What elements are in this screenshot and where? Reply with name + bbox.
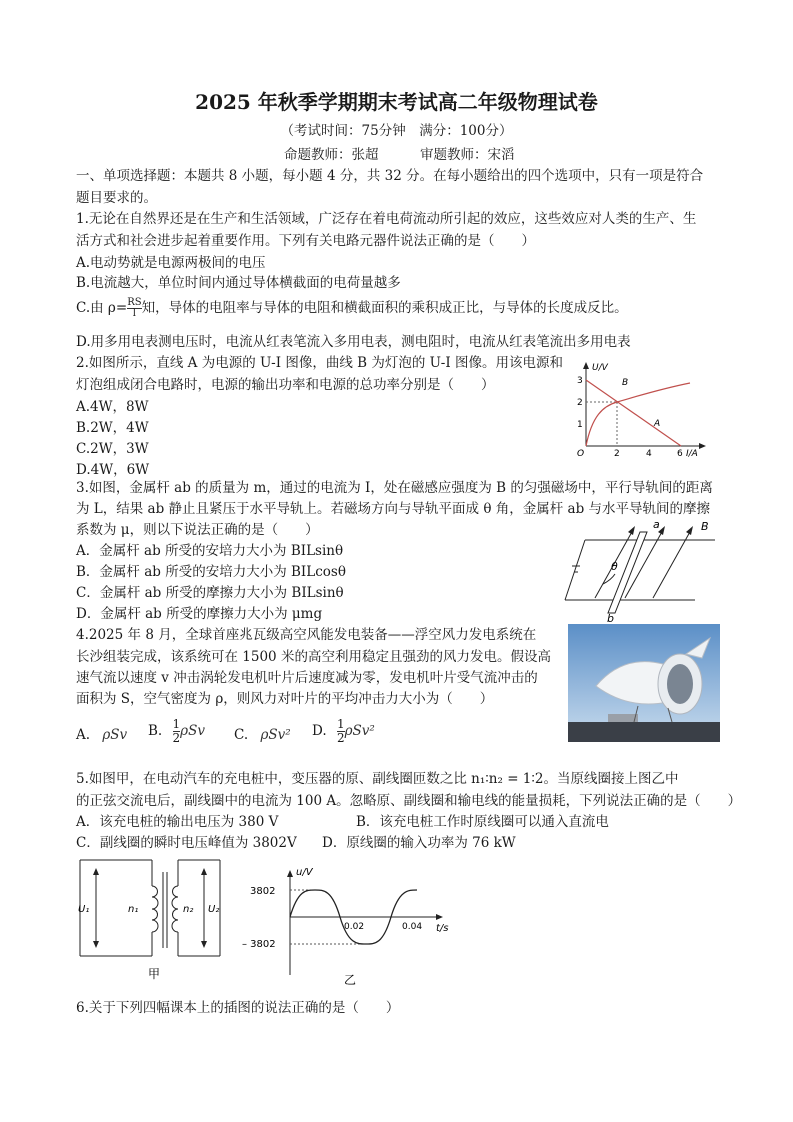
section-heading-line2: 题目要求的。 bbox=[76, 190, 157, 206]
q5-graph-t1: 0.02 bbox=[344, 922, 365, 932]
q2-label-a: A bbox=[654, 419, 661, 429]
q4-option-b-expr: ρSv bbox=[180, 723, 205, 739]
q1-stem-line1: 1.无论在自然界还是在生产和生活领域，广泛存在着电荷流动所引起的效应，这些效应对人类的生产、生 bbox=[76, 211, 697, 227]
q5-caption-jia: 甲 bbox=[148, 967, 161, 981]
q5-voltage-graph bbox=[240, 865, 460, 990]
q4-stem-line2: 长沙组装完成，该系统可在 1500 米的高空利用稳定且强劲的风力发电。假设高 bbox=[76, 649, 551, 665]
q5-graph-xlabel: t/s bbox=[436, 923, 449, 934]
q5-graph-t2: 0.04 bbox=[402, 922, 423, 932]
q4-option-d bbox=[312, 718, 375, 745]
q1-fraction-den: l bbox=[132, 308, 136, 319]
q4-option-c-expr: ρSv² bbox=[260, 727, 291, 743]
q2-xtick-4: 4 bbox=[646, 449, 652, 458]
q4-option-c-label: C. bbox=[234, 727, 249, 743]
q2-ytick-3: 3 bbox=[577, 376, 583, 386]
q1-option-a: A.电动势就是电源两极间的电压 bbox=[76, 255, 266, 271]
q5-u2-arrow-up bbox=[201, 868, 207, 875]
section-heading-line1: 一、单项选择题：本题共 8 小题，每小题 4 分，共 32 分。在每小题给出的四个选项中，只有一项是符合 bbox=[76, 168, 704, 184]
q2-curve-b bbox=[586, 383, 690, 446]
q5-graph-ymin: – 3802 bbox=[242, 939, 276, 950]
q4-option-b bbox=[148, 718, 205, 745]
q5-stem-line1: 5.如图甲，在电动汽车的充电桩中，变压器的原、副线圈匝数之比 n₁∶n₂ = 1∶2。当原线圈接上图乙中 bbox=[76, 771, 679, 787]
q5-graph-x-arrow bbox=[436, 914, 443, 920]
q3-option-a: A．金属杆 ab 所受的安培力大小为 BILsinθ bbox=[76, 543, 344, 559]
q4-photo-building bbox=[608, 714, 638, 722]
q4-option-d-frac bbox=[337, 718, 345, 745]
q4-photo-ground bbox=[568, 722, 720, 742]
q2-origin: O bbox=[577, 449, 585, 458]
q3-option-d: D．金属杆 ab 所受的摩擦力大小为 μmg bbox=[76, 606, 323, 622]
q4-option-b-num: 1 bbox=[172, 717, 181, 731]
q2-ytick-1: 1 bbox=[577, 420, 583, 430]
exam-info: （考试时间：75分钟 满分：100分） bbox=[280, 123, 513, 139]
q2-option-b: B.2W，4W bbox=[76, 420, 149, 436]
q5-primary-coil bbox=[152, 886, 158, 932]
q4-option-d-expr: ρSv² bbox=[344, 723, 375, 739]
q5-graph-y-arrow bbox=[287, 870, 293, 877]
q4-photo-ring-inner bbox=[667, 664, 693, 704]
reviewer-teacher: 审题教师：宋滔 bbox=[420, 147, 515, 163]
q3-label-theta: θ bbox=[611, 560, 618, 573]
q2-ui-graph bbox=[570, 358, 710, 458]
q5-option-a: A．该充电桩的输出电压为 380 V bbox=[76, 814, 279, 830]
q4-stem-line4: 面积为 S，空气密度为 ρ，则风力对叶片的平均冲击力大小为（ ） bbox=[76, 691, 494, 707]
q5-transformer-figure bbox=[70, 852, 240, 987]
q5-label-n1: n₁ bbox=[128, 904, 139, 915]
q3-stem-line2: 为 L，结果 ab 静止且紧压于水平导轨上。若磁场方向与导轨平面成 θ 角，金属杆 ab 与水平导轨间的摩擦 bbox=[76, 501, 711, 517]
q4-option-d-den: 2 bbox=[336, 731, 345, 745]
q2-ylabel: U/V bbox=[592, 363, 608, 373]
q2-option-a: A.4W，8W bbox=[76, 399, 149, 415]
q1-option-b: B.电流越大，单位时间内通过导体横截面的电荷量越多 bbox=[76, 275, 401, 291]
q1-option-c-prefix: C.由 ρ= bbox=[76, 300, 128, 316]
q3-rail-figure bbox=[555, 518, 725, 623]
q2-x-arrow bbox=[699, 443, 706, 449]
q4-stem-line3: 速气流以速度 v 冲击涡轮发电机叶片后速度减为零，发电机叶片受气流冲击的 bbox=[76, 670, 538, 686]
q5-secondary-coil bbox=[172, 886, 178, 932]
q3-option-c: C．金属杆 ab 所受的摩擦力大小为 BILsinθ bbox=[76, 585, 344, 601]
q1-fraction-num: RS bbox=[127, 297, 142, 308]
q2-xtick-6: 6 bbox=[677, 449, 683, 458]
q5-stem-line2: 的正弦交流电后，副线圈中的电流为 100 A。忽略原、副线圈和输电线的能量损耗，下列说法正确的是（ ） bbox=[76, 793, 742, 809]
q5-label-u2: U₂ bbox=[208, 904, 220, 915]
q3-label-a: a bbox=[653, 518, 660, 531]
q3-stem-line3: 系数为 μ，则以下说法正确的是（ ） bbox=[76, 522, 319, 538]
q3-option-b: B．金属杆 ab 所受的安培力大小为 BILcosθ bbox=[76, 564, 346, 580]
q4-option-a-expr: ρSv bbox=[102, 727, 128, 743]
q4-option-b-label: B. bbox=[148, 723, 163, 739]
q4-option-d-num: 1 bbox=[336, 717, 345, 731]
q3-label-B: B bbox=[701, 520, 709, 533]
q4-stem-line1: 4.2025 年 8 月，全球首座兆瓦级高空风能发电装备——浮空风力发电系统在 bbox=[76, 627, 537, 643]
q5-u1-arrow-down bbox=[93, 941, 99, 948]
q1-stem-line2: 活方式和社会进步起着重要作用。下列有关电路元器件说法正确的是（ ） bbox=[76, 233, 535, 249]
q4-option-d-label: D. bbox=[312, 723, 327, 739]
q2-option-d: D.4W，6W bbox=[76, 462, 150, 478]
q2-label-b: B bbox=[622, 378, 629, 388]
q3-field-arrow-1 bbox=[628, 526, 635, 535]
q2-stem-line1: 2.如图所示，直线 A 为电源的 U-I 图像，曲线 B 为灯泡的 U-I 图像。用该电源和 bbox=[76, 355, 563, 371]
page-title: 2025 年秋季学期期末考试高二年级物理试卷 bbox=[195, 90, 598, 114]
q1-fraction bbox=[127, 298, 141, 319]
q5-option-b: B．该充电桩工作时原线圈可以通入直流电 bbox=[356, 814, 609, 830]
q5-u2-arrow-down bbox=[201, 941, 207, 948]
q4-option-b-frac bbox=[173, 718, 181, 745]
q5-caption-yi: 乙 bbox=[344, 973, 357, 987]
q2-ytick-2: 2 bbox=[577, 398, 583, 408]
q3-stem-line1: 3.如图，金属杆 ab 的质量为 m，通过的电流为 I，处在磁感应强度为 B 的匀强磁场中，平行导轨间的距离 bbox=[76, 480, 713, 496]
q4-wind-turbine-photo bbox=[568, 624, 720, 742]
q2-xtick-2: 2 bbox=[614, 449, 620, 458]
q5-graph-ymax: 3802 bbox=[250, 886, 276, 897]
q2-option-c: C.2W，3W bbox=[76, 441, 149, 457]
q5-label-n2: n₂ bbox=[183, 904, 194, 915]
q1-option-c-suffix: 知，导体的电阻率与导体的电阻和横截面积的乘积成正比，与导体的长度成反比。 bbox=[141, 300, 628, 316]
q2-y-arrow bbox=[583, 362, 589, 369]
q3-theta-arc bbox=[603, 574, 615, 584]
q3-rail-connector bbox=[565, 540, 585, 600]
q5-u1-arrow-up bbox=[93, 868, 99, 875]
q1-option-d: D.用多用电表测电压时，电流从红表笔流入多用电表，测电阻时，电流从红表笔流出多用电表 bbox=[76, 334, 631, 350]
q3-field-arrow-3 bbox=[686, 526, 693, 535]
author-teacher: 命题教师：张超 bbox=[284, 147, 379, 163]
q5-label-u1: U₁ bbox=[78, 904, 90, 915]
q4-option-c bbox=[234, 727, 291, 743]
q4-option-a-label: A. bbox=[76, 727, 91, 743]
q5-option-c: C．副线圈的瞬时电压峰值为 3802V bbox=[76, 835, 297, 851]
q5-graph-ylabel: u/V bbox=[296, 867, 313, 878]
q4-option-a bbox=[76, 727, 127, 743]
q2-stem-line2: 灯泡组成闭合电路时，电源的输出功率和电源的总功率分别是（ ） bbox=[76, 377, 495, 393]
q1-option-c bbox=[76, 296, 628, 319]
q4-option-b-den: 2 bbox=[172, 731, 181, 745]
q2-xlabel: I/A bbox=[686, 449, 698, 458]
q5-option-d: D．原线圈的输入功率为 76 kW bbox=[322, 835, 516, 851]
q6-stem: 6.关于下列四幅课本上的插图的说法正确的是（ ） bbox=[76, 1000, 400, 1016]
q3-label-b: b bbox=[607, 612, 614, 623]
